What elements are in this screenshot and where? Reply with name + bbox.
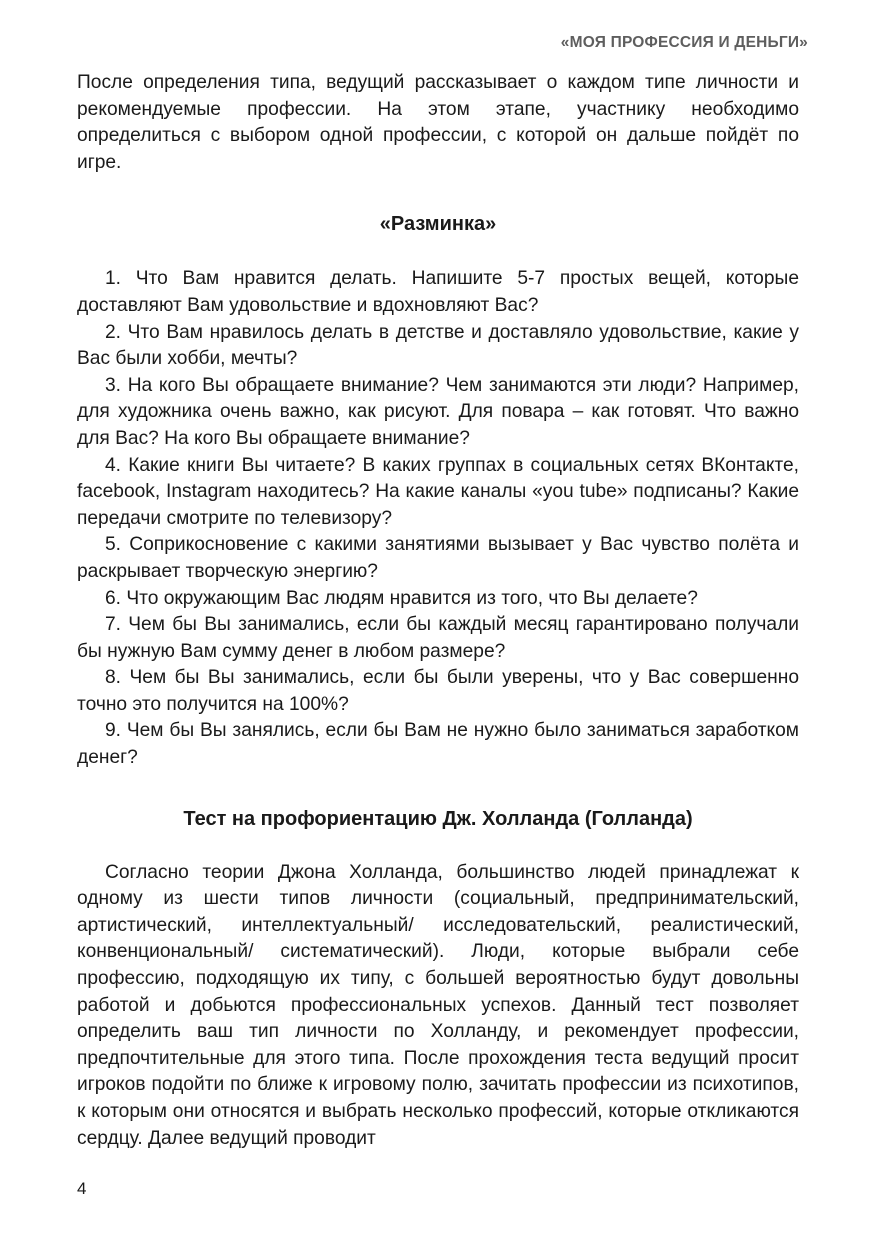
list-item: 1. Что Вам нравится делать. Напишите 5-7 простых вещей, которые доставляют Вам удовольствие и вдохновляют Вас? [77, 268, 799, 316]
holland-test-heading: Тест на профориентацию Дж. Холланда (Голланда) [183, 807, 693, 830]
list-item: 2. Что Вам нравилось делать в детстве и доставляло удовольствие, какие у Вас были хобби, мечты? [77, 321, 799, 370]
list-item: 7. Чем бы Вы занимались, если бы каждый месяц гарантировано получали бы нужную Вам сумму денег в любом размере? [77, 614, 799, 662]
page-body [77, 70, 799, 1152]
holland-paragraph: Согласно теории Джона Холланда, большинство людей принадлежат к одному из шести типов личности (социальный, предпринимательский, артистический, интеллектуальный/ исследовательский, реалистический, конвенциональный/ систематический). Люди, которые выбрали себе профессию, подходящую их типу, с большей вероятностью будут довольны работой и добьются профессиональных успехов. Данный тест позволяет определить ваш тип личности по Холланду, и рекомендует профессии, предпочтительные для этого типа. После прохождения теста ведущий просит игроков подойти по ближе к игровому полю, зачитать профессии из психотипов, к которым они относятся и выбрать несколько профессий, которые откликаются сердцу. Далее ведущий проводит [77, 861, 799, 1149]
list-item: 4. Какие книги Вы читаете? В каких группах в социальных сетях ВКонтакте, facebook, Instagram находитесь? На какие каналы «you tube» подписаны? Какие передачи смотрите по телевизору? [77, 454, 799, 529]
list-item: 6. Что окружающим Вас людям нравится из того, что Вы делаете? [105, 587, 698, 609]
page-number: 4 [77, 1179, 87, 1198]
warmup-list [77, 266, 799, 771]
list-item: 3. На кого Вы обращаете внимание? Чем занимаются эти люди? Например, для художника очень важно, как рисуют. Для повара – как готовят. Что важно для Вас? На кого Вы обращаете внимание? [77, 374, 799, 449]
list-item: 9. Чем бы Вы занялись, если бы Вам не нужно было заниматься заработком денег? [77, 720, 799, 769]
intro-paragraph: После определения типа, ведущий рассказывает о каждом типе личности и рекомендуемые профессии. На этом этапе, участнику необходимо определиться с выбором одной профессии, с которой он дальше пойдёт по игре. [77, 72, 799, 173]
running-head: «МОЯ ПРОФЕССИЯ И ДЕНЬГИ» [560, 34, 808, 51]
list-item: 5. Соприкосновение с какими занятиями вызывает у Вас чувство полёта и раскрывает творческую энергию? [77, 534, 799, 582]
list-item: 8. Чем бы Вы занимались, если бы были уверены, что у Вас совершенно точно это получится на 100%? [77, 667, 799, 715]
warmup-heading: «Разминка» [379, 213, 497, 236]
